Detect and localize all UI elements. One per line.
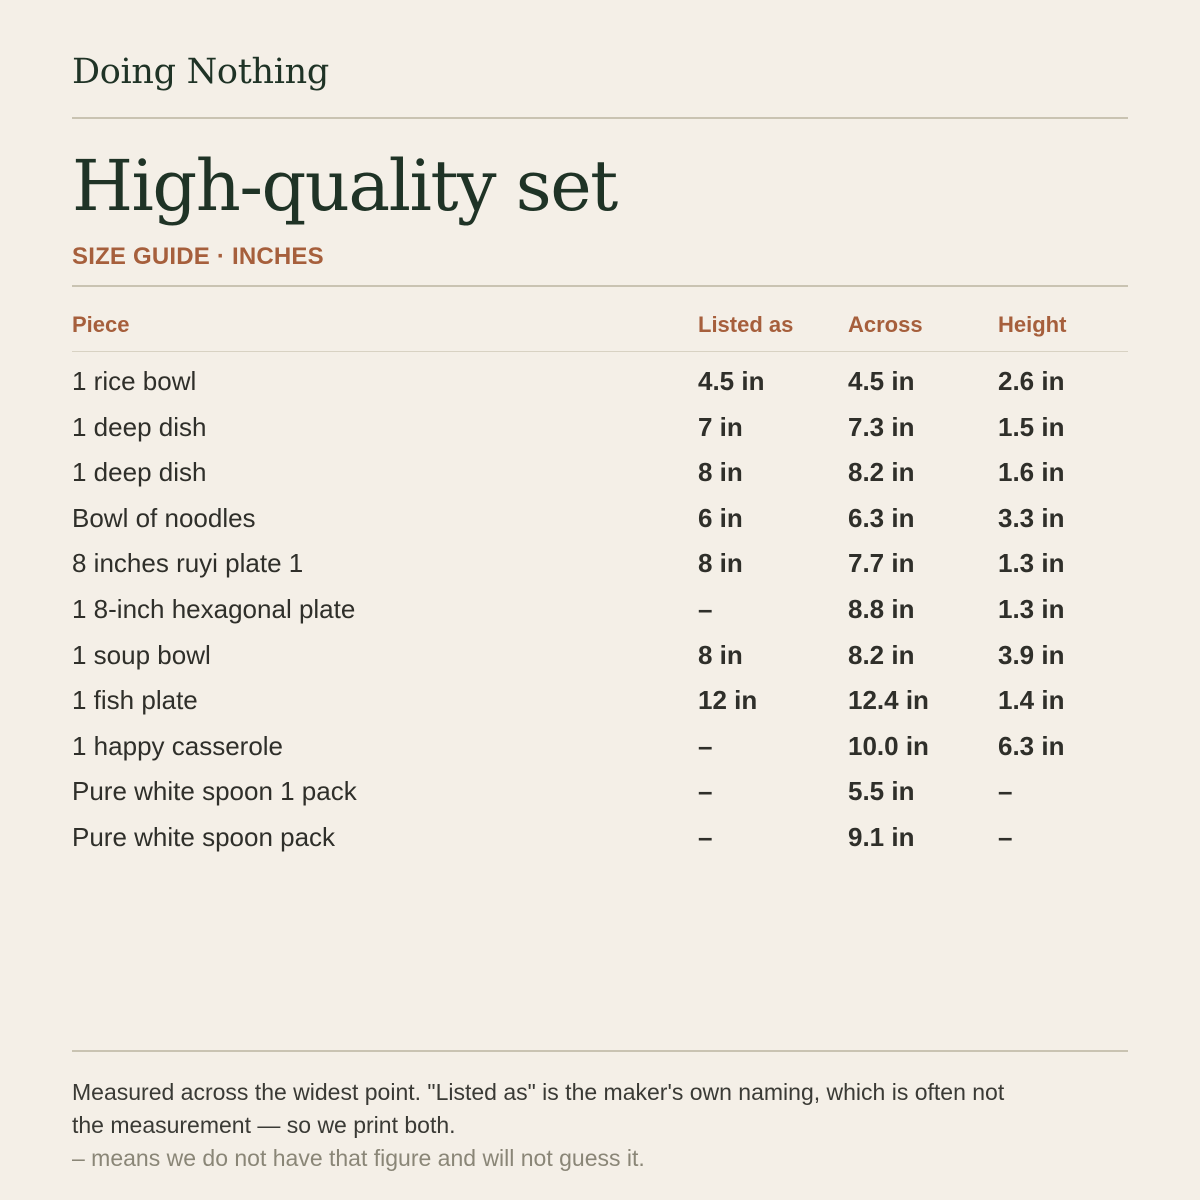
- cell-across: 7.3 in: [848, 411, 915, 442]
- cell-across: 9.1 in: [848, 821, 915, 852]
- page-subtitle: SIZE GUIDE · INCHES: [72, 243, 324, 270]
- divider-mid: [72, 285, 1128, 287]
- header-divider: [72, 351, 1128, 352]
- table-header: [72, 300, 1128, 351]
- cell-across: 4.5 in: [848, 366, 915, 396]
- header-piece: Piece: [72, 312, 130, 337]
- brand-name: Doing Nothing: [72, 52, 329, 92]
- cell-across: 10.0 in: [848, 730, 929, 761]
- cell-listed-as: 8 in: [698, 548, 743, 579]
- cell-height: 3.9 in: [998, 639, 1065, 670]
- footnote: [72, 1076, 1012, 1175]
- cell-listed-as: –: [698, 730, 713, 761]
- cell-piece: Bowl of noodles: [72, 502, 256, 533]
- footnote-measurement-note: Measured across the widest point. "Listed as" is the maker's own naming, which is often not the measurement — so we print both.: [72, 1079, 1005, 1138]
- cell-height: 1.3 in: [998, 593, 1065, 624]
- cell-across: 7.7 in: [848, 548, 915, 579]
- cell-height: 1.6 in: [998, 457, 1065, 488]
- divider-top: [72, 117, 1128, 119]
- cell-piece: 1 soup bowl: [72, 639, 211, 670]
- cell-listed-as: 4.5 in: [698, 366, 765, 396]
- cell-height: 2.6 in: [998, 366, 1065, 396]
- cell-height: 1.5 in: [998, 411, 1065, 442]
- table-row: [72, 588, 1128, 634]
- cell-piece: 1 happy casserole: [72, 730, 284, 761]
- table-row: [72, 725, 1128, 771]
- table-body: [72, 360, 1128, 862]
- cell-height: 1.4 in: [998, 685, 1065, 716]
- cell-across: 8.2 in: [848, 457, 915, 488]
- table-row: [72, 497, 1128, 543]
- cell-height: 1.3 in: [998, 548, 1065, 579]
- cell-listed-as: 6 in: [698, 502, 743, 533]
- footnote-missing-value-note: – means we do not have that figure and will not guess it.: [72, 1145, 645, 1171]
- table-row: [72, 360, 1128, 406]
- cell-piece: 1 rice bowl: [72, 366, 197, 396]
- header-listed-as: Listed as: [698, 312, 794, 337]
- cell-piece: 1 8-inch hexagonal plate: [72, 593, 356, 624]
- table-row: [72, 542, 1128, 588]
- cell-height: 3.3 in: [998, 502, 1065, 533]
- cell-height: –: [998, 821, 1013, 852]
- header-across: Across: [848, 312, 923, 337]
- cell-piece: Pure white spoon 1 pack: [72, 776, 357, 807]
- table-row: [72, 451, 1128, 497]
- table-row: [72, 770, 1128, 816]
- cell-piece: 1 deep dish: [72, 411, 207, 442]
- size-table: [72, 300, 1128, 852]
- table-row: [72, 634, 1128, 680]
- cell-across: 8.2 in: [848, 639, 915, 670]
- table-row: [72, 816, 1128, 862]
- cell-listed-as: –: [698, 821, 713, 852]
- cell-height: 6.3 in: [998, 730, 1065, 761]
- divider-bottom: [72, 1050, 1128, 1052]
- header-height: Height: [998, 312, 1067, 337]
- cell-piece: 1 fish plate: [72, 685, 198, 716]
- size-guide-page: [72, 0, 1128, 1200]
- cell-across: 5.5 in: [848, 776, 915, 807]
- table-row: [72, 406, 1128, 452]
- cell-listed-as: 12 in: [698, 685, 758, 716]
- cell-piece: 1 deep dish: [72, 457, 207, 488]
- cell-across: 12.4 in: [848, 685, 929, 716]
- cell-listed-as: 8 in: [698, 457, 743, 488]
- page-title: High-quality set: [72, 145, 617, 227]
- cell-across: 8.8 in: [848, 593, 915, 624]
- cell-listed-as: –: [698, 776, 713, 807]
- cell-listed-as: 8 in: [698, 639, 743, 670]
- cell-across: 6.3 in: [848, 502, 915, 533]
- cell-listed-as: –: [698, 593, 713, 624]
- cell-piece: 8 inches ruyi plate 1: [72, 548, 304, 579]
- cell-listed-as: 7 in: [698, 411, 743, 442]
- table-row: [72, 679, 1128, 725]
- cell-piece: Pure white spoon pack: [72, 821, 336, 852]
- cell-height: –: [998, 776, 1013, 807]
